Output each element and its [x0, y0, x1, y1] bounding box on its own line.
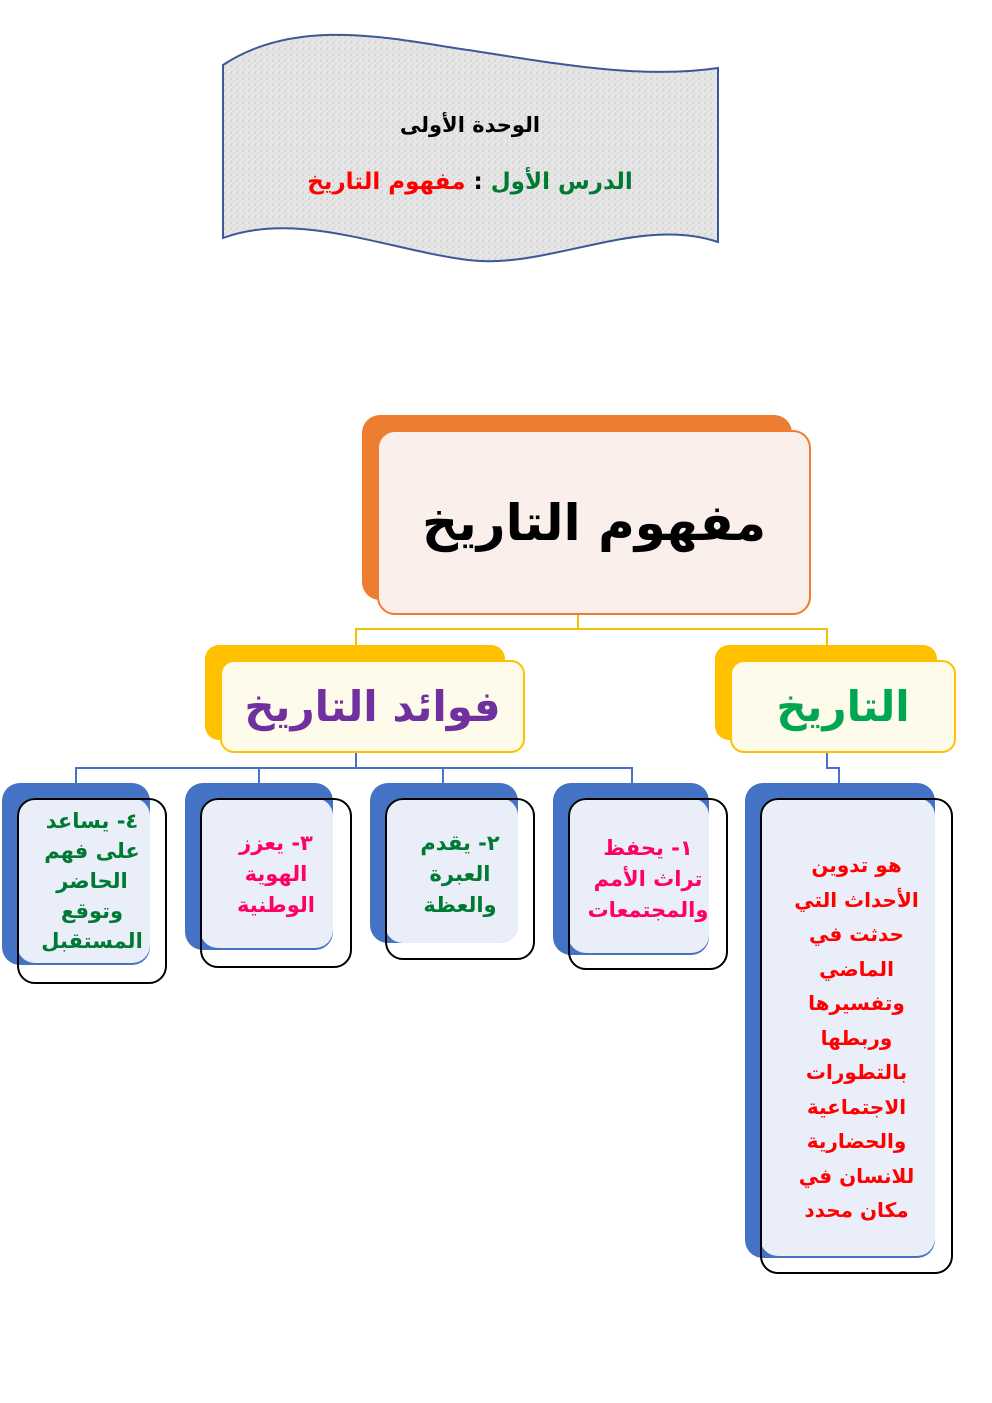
- definition-line: الأحداث التي: [794, 887, 919, 912]
- definition-line: مكان محدد: [804, 1198, 909, 1223]
- benefits-node: [220, 660, 525, 753]
- connector-benefits-horizontal: [75, 767, 633, 769]
- benefit-4-text: [41, 806, 143, 956]
- header-banner: [218, 30, 724, 275]
- benefit-4-line: الحاضر: [56, 869, 128, 893]
- benefit-1-text: [588, 833, 709, 926]
- benefit-4-line: المستقبل: [41, 929, 143, 953]
- definition-line: وربطها: [820, 1025, 893, 1050]
- definition-line: حدثت في: [809, 922, 904, 947]
- benefit-item-3: [200, 798, 352, 968]
- benefit-1-line: والمجتمعات: [587, 898, 709, 922]
- benefit-2-line: والعظة: [423, 893, 497, 917]
- benefit-2-line: ٢- يقدم: [420, 831, 500, 855]
- lesson-topic: مفهوم التاريخ: [307, 169, 466, 195]
- unit-title: الوحدة الأولى: [399, 113, 541, 137]
- benefit-3-line: الهوية: [244, 862, 308, 886]
- benefit-item-1: [568, 798, 728, 970]
- benefit-2-line: العبرة: [429, 862, 491, 886]
- benefit-2-text: [420, 828, 499, 921]
- main-node: [377, 430, 811, 615]
- benefit-3-line: ٣- يعزز: [239, 831, 313, 855]
- history-node-label: التاريخ: [776, 682, 910, 731]
- connector-main-horizontal: [355, 628, 828, 630]
- definition-box: [760, 798, 953, 1274]
- lesson-title: [222, 169, 718, 195]
- benefit-item-2: [385, 798, 535, 960]
- definition-line: وتفسيرها: [808, 991, 905, 1016]
- benefit-1-line: ١- يحفظ: [603, 836, 693, 860]
- lesson-separator: :: [473, 169, 483, 195]
- benefit-4-line: وتوقع: [60, 899, 124, 923]
- definition-line: والحضارية: [806, 1129, 907, 1154]
- definition-line: الماضي: [819, 956, 894, 981]
- definition-text: [794, 848, 918, 1228]
- benefit-1-line: تراث الأمم: [593, 867, 703, 891]
- main-node-label: مفهوم التاريخ: [421, 493, 767, 552]
- connector-history-down: [826, 753, 828, 767]
- benefits-node-label: فوائد التاريخ: [244, 682, 501, 731]
- connector-benefits-down: [355, 753, 357, 767]
- definition-line: هو تدوين: [811, 853, 902, 878]
- lesson-prefix: الدرس الأول: [490, 169, 633, 195]
- definition-line: الاجتماعية: [806, 1094, 907, 1119]
- benefit-4-line: ٤- يساعد: [45, 809, 139, 833]
- benefit-4-line: على فهم: [44, 839, 140, 863]
- definition-line: للانسان في: [798, 1163, 915, 1188]
- benefit-item-4: [17, 798, 167, 984]
- benefit-3-text: [237, 828, 315, 921]
- definition-line: بالتطورات: [805, 1060, 908, 1085]
- benefit-3-line: الوطنية: [237, 893, 315, 917]
- history-node: [730, 660, 956, 753]
